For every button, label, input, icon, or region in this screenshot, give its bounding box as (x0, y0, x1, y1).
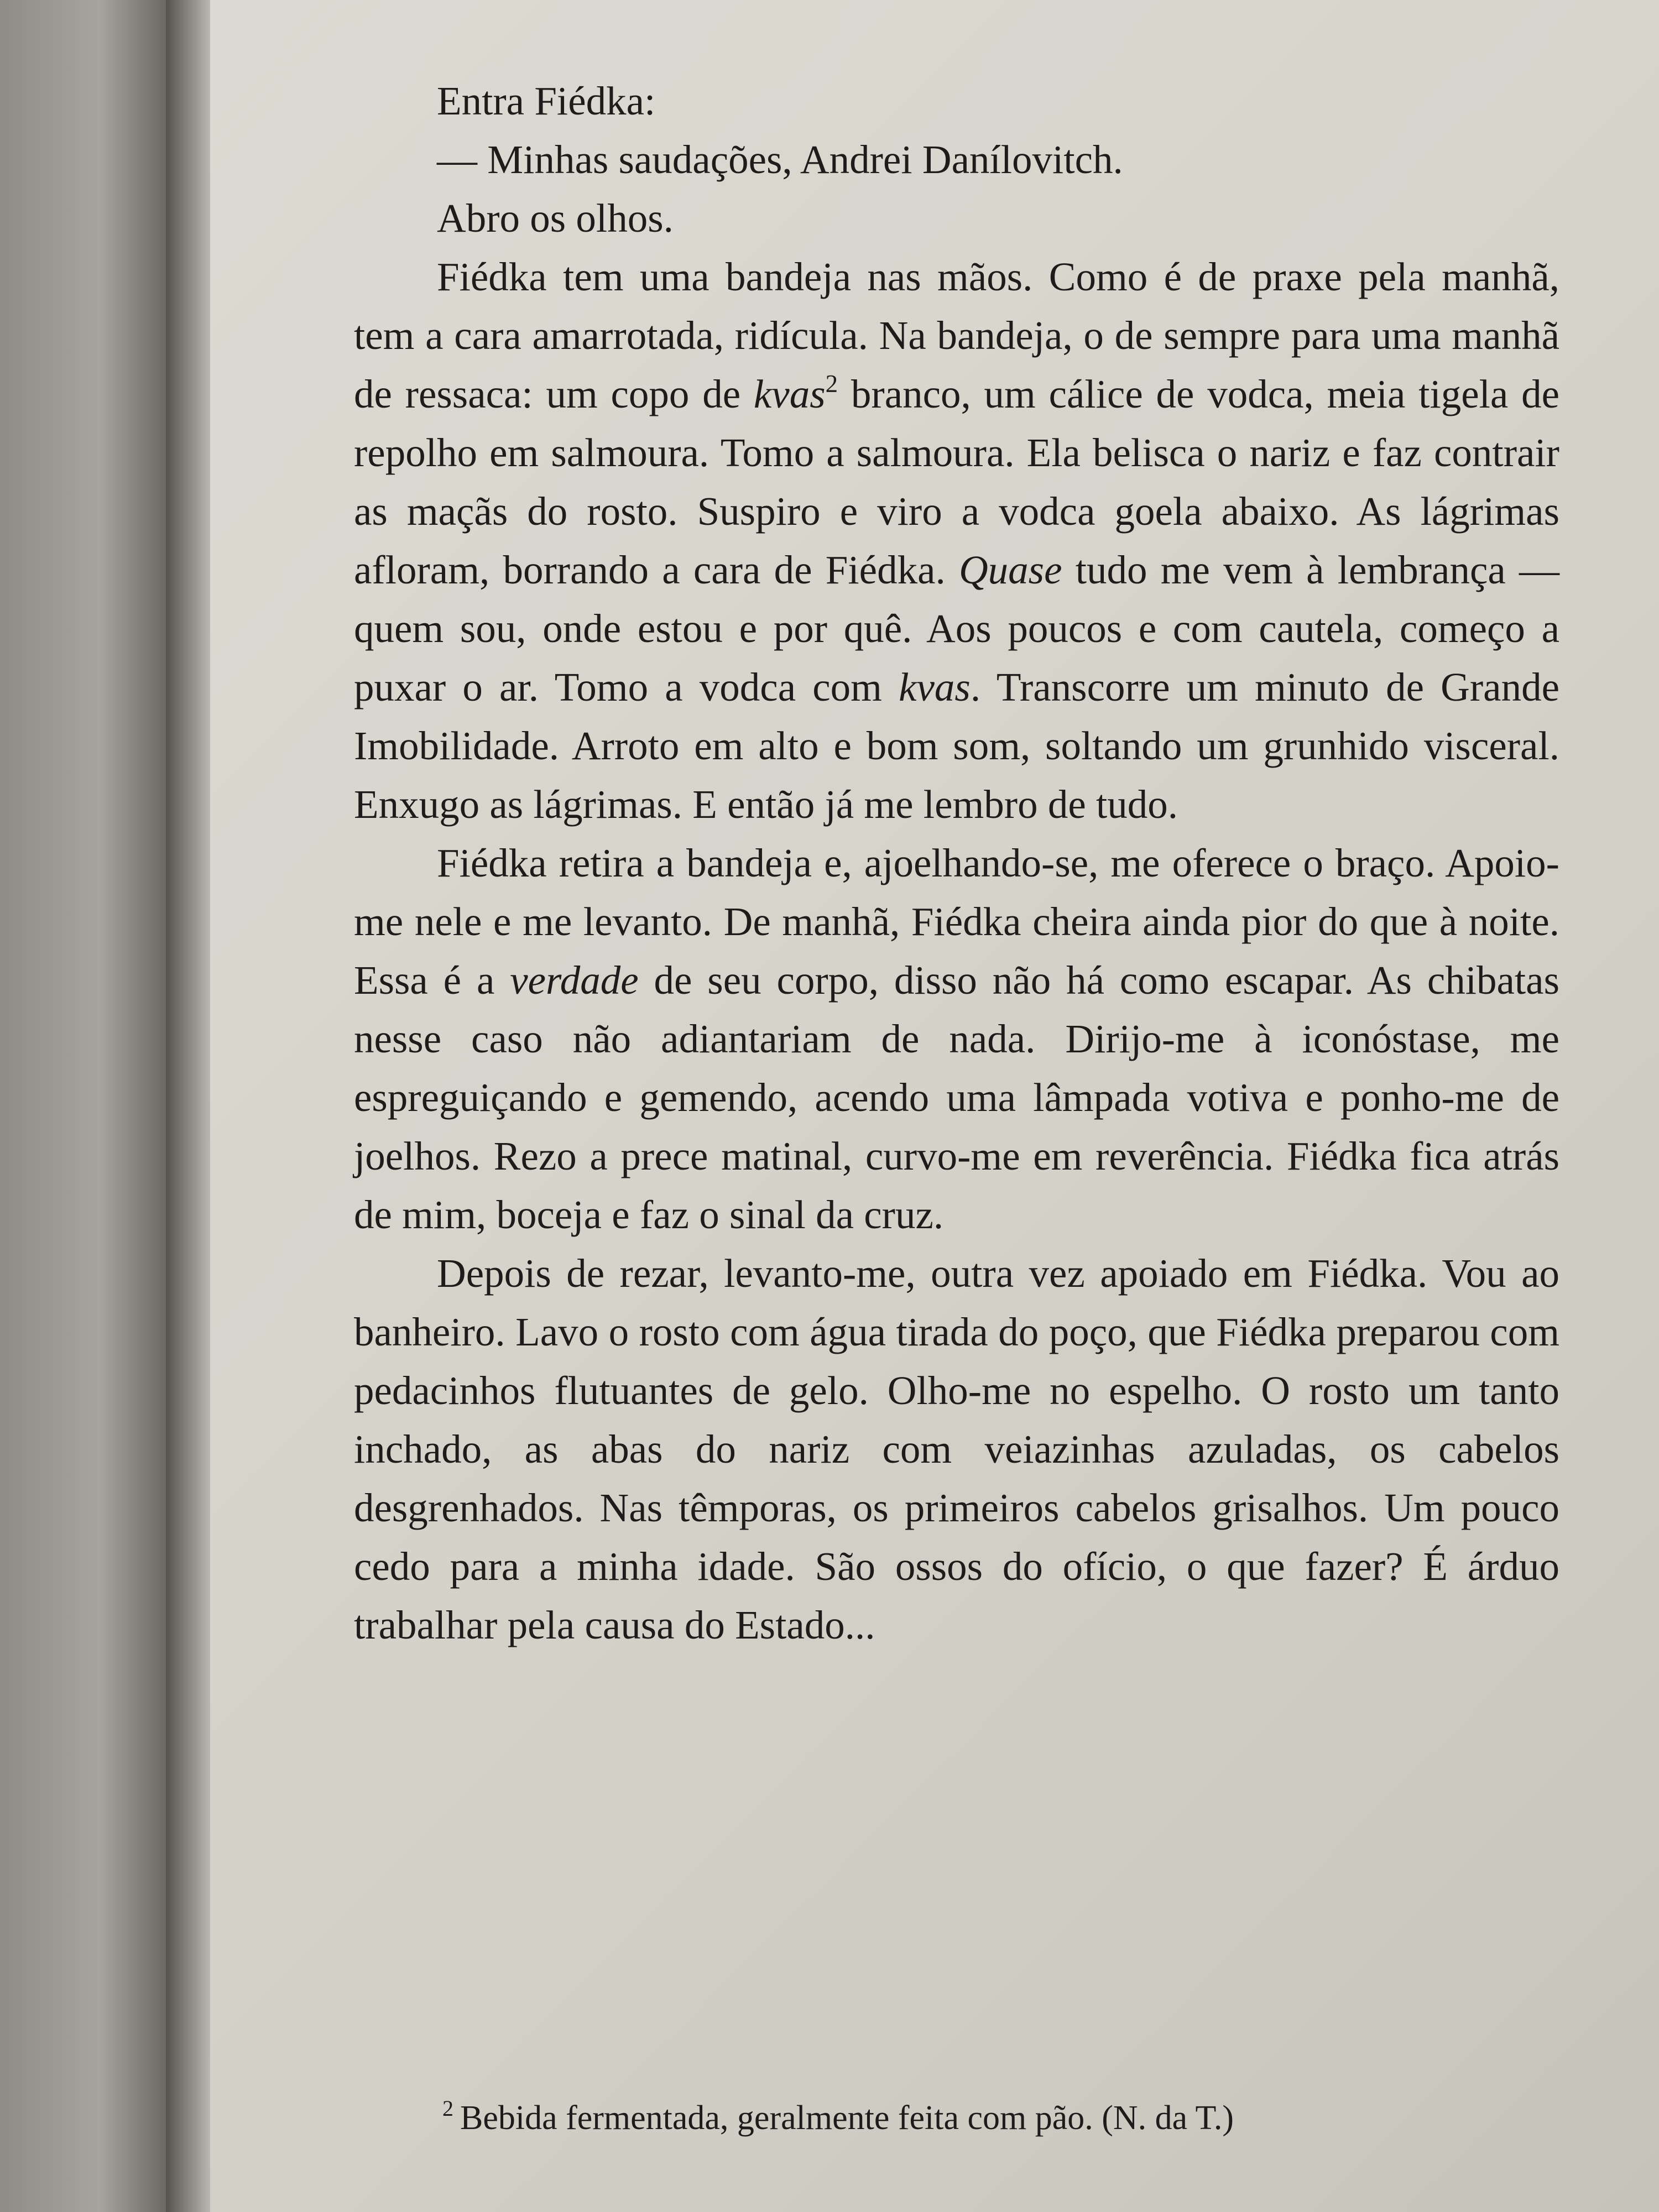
text-run: branco, um cálice de vodca, meia tigela de repolho em salmoura. Tomo a salmoura. Ela belisca o nariz e faz contrair as maçãs do rosto. Suspiro e viro a vodca goela abaixo. As lágrimas afloram, borrando a cara de Fiédka. (354, 372, 1559, 592)
italic-term: kvas (753, 372, 826, 416)
footnote-reference: 2 (825, 370, 838, 398)
paragraph: Depois de rezar, levanto-me, outra vez apoiado em Fiédka. Vou ao banheiro. Lavo o rosto com água tirada do poço, que Fiédka preparou com pedacinhos flutuantes de gelo. Olho-me no espelho. O rosto um tanto inchado, as abas do nariz com veiazinhas azuladas, os cabelos desgrenhados. Nas têmporas, os primeiros cabelos grisalhos. Um pouco cedo para a minha idade. São ossos do ofício, o que fazer? É árduo trabalhar pela causa do Estado... (354, 1251, 1559, 1647)
text-run: tudo me vem à lembrança — quem sou, onde estou e por quê. Aos poucos e com cautela, começo a puxar o ar. Tomo a vodca com (354, 547, 1559, 709)
facing-page-edge (0, 0, 166, 2212)
footnote-marker: 2 (442, 2096, 453, 2121)
italic-term: kvas (899, 665, 971, 709)
paragraph: — Minhas saudações, Andrei Danílovitch. (437, 137, 1123, 182)
text-run: de seu corpo, disso não há como escapar. As chibatas nesse caso não adiantariam de nada. Dirijo-me à iconóstase, me espreguiçando e gemendo, acendo uma lâmpada votiva e ponho-me de joelhos. Rezo a prece matinal, curvo-me em reverência. Fiédka fica atrás de mim, boceja e faz o sinal da cruz. (354, 958, 1559, 1237)
paragraph: Abro os olhos. (437, 196, 674, 241)
text-run: Fiédka tem uma bandeja nas mãos. Como é de praxe pela manhã, tem a cara amarrotada, ridícula. Na bandeja, o de sempre para uma manhã de ressaca: um copo de (354, 254, 1559, 416)
body-text (354, 72, 1559, 1655)
book-gutter (166, 0, 210, 2212)
italic-term: Quase (958, 547, 1062, 592)
paragraph: Entra Fiédka: (437, 79, 656, 123)
paragraph (354, 834, 1559, 1244)
text-run: . Transcorre um minuto de Grande Imobilidade. Arroto em alto e bom som, soltando um grunhido visceral. Enxugo as lágrimas. E então já me lembro de tudo. (354, 665, 1559, 827)
paragraph (354, 248, 1559, 834)
text-run: Fiédka retira a bandeja e, ajoelhando-se, me oferece o braço. Apoio-me nele e me levanto. De manhã, Fiédka cheira ainda pior do que à noite. Essa é a (354, 841, 1559, 1003)
footnote (442, 2096, 1548, 2140)
italic-term: verdade (510, 958, 639, 1003)
footnote-text: Bebida fermentada, geralmente feita com pão. (N. da T.) (460, 2099, 1234, 2137)
